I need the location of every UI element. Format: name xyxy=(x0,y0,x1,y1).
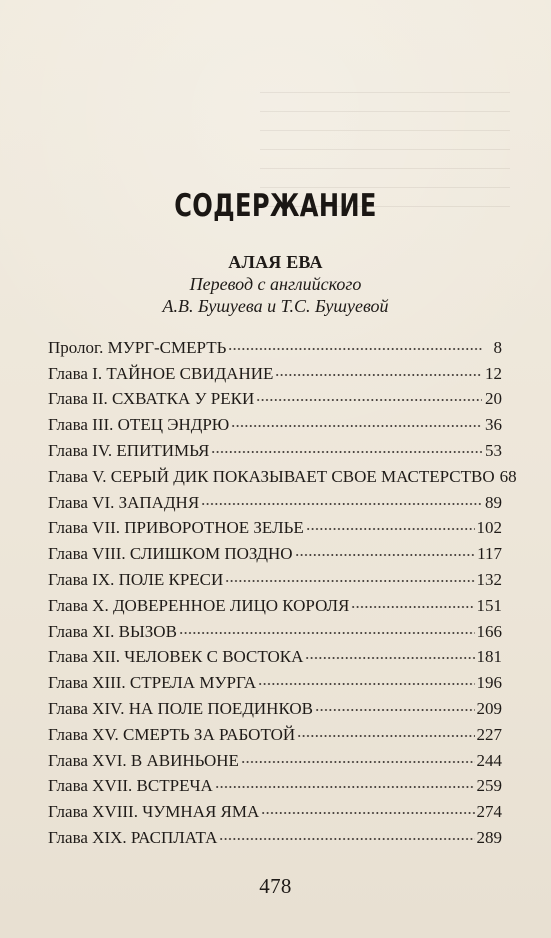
toc-row xyxy=(48,820,502,846)
bleed-through-line xyxy=(260,168,510,169)
toc-entry-page: 166 xyxy=(476,621,502,641)
dot-leader xyxy=(211,448,482,456)
dot-leader xyxy=(306,525,475,533)
toc-entry-page: 102 xyxy=(476,518,502,538)
toc-entry-title: Глава XV. СМЕРТЬ ЗА РАБОТОЙ xyxy=(48,724,296,744)
translation-line-1: Перевод с английского xyxy=(189,274,362,294)
toc-row xyxy=(48,511,502,537)
toc-entry-title: Пролог. МУРГ-СМЕРТЬ xyxy=(48,337,227,357)
toc-row xyxy=(48,407,502,433)
toc-row xyxy=(48,691,502,717)
toc-entry-page: 68 xyxy=(499,466,517,486)
toc-row xyxy=(48,640,502,666)
toc-entry-title: Глава II. СХВАТКА У РЕКИ xyxy=(48,389,255,409)
toc-entry-page: 259 xyxy=(476,776,502,796)
dot-leader xyxy=(315,706,475,714)
toc-entry-title: Глава XVII. ВСТРЕЧА xyxy=(48,776,213,796)
toc-entry-page: 8 xyxy=(493,337,502,357)
toc-row xyxy=(48,743,502,769)
dot-leader xyxy=(219,835,474,843)
toc-entry-page: 117 xyxy=(477,544,502,564)
toc-row xyxy=(48,562,502,588)
dot-leader xyxy=(297,732,474,740)
toc-entry-title: Глава I. ТАЙНОЕ СВИДАНИЕ xyxy=(48,363,274,383)
toc-row xyxy=(48,382,502,408)
toc-row xyxy=(48,588,502,614)
toc-entry-title: Глава XIV. НА ПОЛЕ ПОЕДИНКОВ xyxy=(48,698,313,718)
section-title: АЛАЯ ЕВА xyxy=(228,252,323,272)
toc-row xyxy=(48,459,517,486)
bleed-through-line xyxy=(260,149,510,150)
toc-entry-title: Глава IV. ЕПИТИМЬЯ xyxy=(48,440,210,460)
toc-entry-title: Глава V. СЕРЫЙ ДИК ПОКАЗЫВАЕТ СВОЕ МАСТЕРСТВО xyxy=(48,466,495,486)
dot-leader xyxy=(351,603,474,611)
toc-entry-title: Глава III. ОТЕЦ ЭНДРЮ xyxy=(48,415,230,435)
toc-entry-page: 12 xyxy=(485,363,502,383)
toc-entry-title: Глава XVIII. ЧУМНАЯ ЯМА xyxy=(48,802,260,822)
toc-entry-page: 89 xyxy=(485,492,502,512)
toc-entry-page: 289 xyxy=(476,827,502,847)
dot-leader xyxy=(228,345,482,353)
toc-entry-title: Глава XII. ЧЕЛОВЕК С ВОСТОКА xyxy=(48,647,304,667)
toc-entry-title: Глава IX. ПОЛЕ КРЕСИ xyxy=(48,569,224,589)
toc-row xyxy=(48,485,502,511)
dot-leader xyxy=(305,654,474,662)
toc-entry-page: 196 xyxy=(476,673,502,693)
toc-entry-title: Глава VII. ПРИВОРОТНОЕ ЗЕЛЬЕ xyxy=(48,518,304,538)
toc-entry-page: 227 xyxy=(476,724,502,744)
toc-row xyxy=(48,769,502,795)
toc-entry-page: 20 xyxy=(485,389,502,409)
toc-entry-title: Глава XI. ВЫЗОВ xyxy=(48,621,177,641)
dot-leader xyxy=(258,680,474,688)
toc-entry-page: 53 xyxy=(485,440,502,460)
dot-leader xyxy=(231,422,482,430)
toc-entry-page: 151 xyxy=(476,595,502,615)
toc-entry-page: 132 xyxy=(476,569,502,589)
dot-leader xyxy=(179,629,475,637)
page-title: СОДЕРЖАНИЕ xyxy=(174,188,377,224)
dot-leader xyxy=(261,809,474,817)
toc-row xyxy=(48,614,502,640)
table-of-contents xyxy=(48,330,517,847)
toc-entry-page: 244 xyxy=(476,750,502,770)
toc-row xyxy=(48,356,502,382)
toc-entry-page: 36 xyxy=(485,415,502,435)
toc-entry-page: 181 xyxy=(476,647,502,667)
toc-row xyxy=(48,330,502,356)
page-number: 478 xyxy=(259,874,292,898)
toc-entry-title: Глава VI. ЗАПАДНЯ xyxy=(48,492,200,512)
toc-entry-page: 274 xyxy=(476,802,502,822)
dot-leader xyxy=(256,396,482,404)
toc-entry-title: Глава VIII. СЛИШКОМ ПОЗДНО xyxy=(48,544,293,564)
dot-leader xyxy=(295,551,476,559)
toc-row xyxy=(48,536,502,562)
toc-entry-title: Глава XIII. СТРЕЛА МУРГА xyxy=(48,673,257,693)
toc-row xyxy=(48,794,502,820)
toc-row xyxy=(48,433,502,459)
toc-entry-title: Глава XVI. В АВИНЬОНЕ xyxy=(48,750,239,770)
dot-leader xyxy=(241,758,475,766)
dot-leader xyxy=(201,500,482,508)
toc-row xyxy=(48,665,502,691)
bleed-through-line xyxy=(260,111,510,112)
toc-entry-title: Глава XIX. РАСПЛАТА xyxy=(48,827,218,847)
dot-leader xyxy=(275,371,482,379)
toc-entry-title: Глава X. ДОВЕРЕННОЕ ЛИЦО КОРОЛЯ xyxy=(48,595,350,615)
bleed-through-line xyxy=(260,92,510,93)
toc-row xyxy=(48,717,502,743)
toc-entry-page: 209 xyxy=(476,698,502,718)
dot-leader xyxy=(225,577,474,585)
translation-line-2: А.В. Бушуева и Т.С. Бушуевой xyxy=(162,296,389,316)
bleed-through-line xyxy=(260,130,510,131)
dot-leader xyxy=(215,783,475,791)
